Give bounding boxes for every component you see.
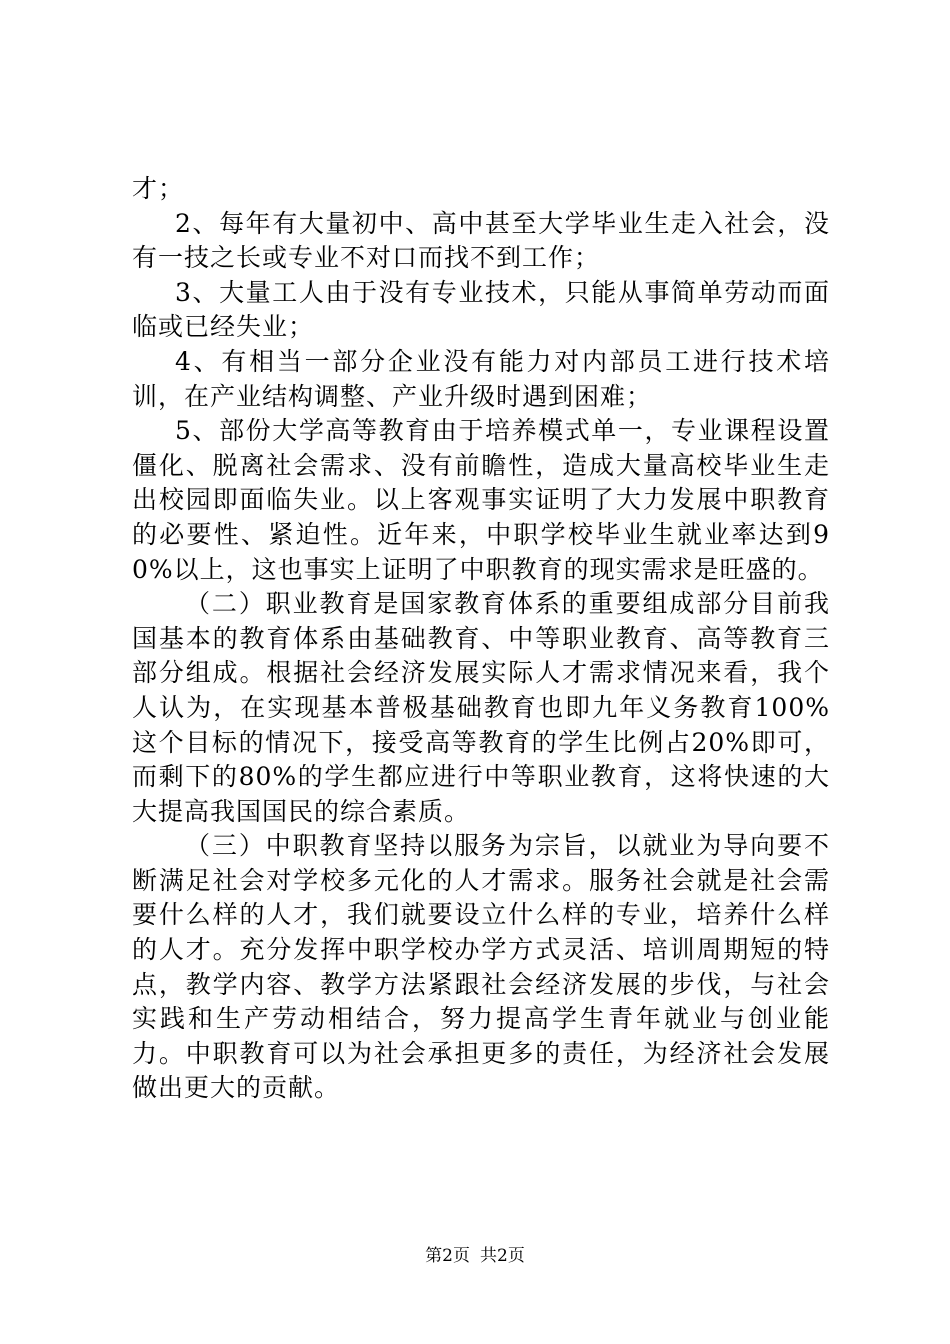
paragraph-section-2: （二）职业教育是国家教育体系的重要组成部分目前我国基本的教育体系由基础教育、中等职业教育、高等教育三部分组成。根据社会经济发展实际人才需求情况来看，我个人认为，在实现基本普极基础教育也即九年义务教育100%这个目标的情况下，接受高等教育的学生比例占20%即可，而剩下的80%的学生都应进行中等职业教育，这将快速的大大提高我国国民的综合素质。: [132, 589, 830, 826]
paragraph-item-5: 5、部份大学高等教育由于培养模式单一，专业课程设置僵化、脱离社会需求、没有前瞻性，造成大量高校毕业生走出校园即面临失业。以上客观事实证明了大力发展中职教育的必要性、紧迫性。近年来，中职学校毕业生就业率达到90%以上，这也事实上证明了中职教育的现实需求是旺盛的。: [132, 416, 830, 584]
document-body: [132, 172, 830, 1106]
paragraph-continuation: 才；: [132, 174, 185, 203]
paragraph-section-3: （三）中职教育坚持以服务为宗旨，以就业为导向要不断满足社会对学校多元化的人才需求。服务社会就是社会需要什么样的人才，我们就要设立什么样的专业，培养什么样的人才。充分发挥中职学校办学方式灵活、培训周期短的特点，教学内容、教学方法紧跟社会经济发展的步伐，与社会实践和生产劳动相结合，努力提高学生青年就业与创业能力。中职教育可以为社会承担更多的责任，为经济社会发展做出更大的贡献。: [132, 831, 830, 1103]
page-number: 第2页: [425, 1246, 470, 1266]
paragraph-item-3: 3、大量工人由于没有专业技术，只能从事简单劳动而面临或已经失业；: [132, 277, 830, 342]
page-total: 共2页: [480, 1246, 525, 1266]
page-footer: [0, 1245, 950, 1267]
paragraph-item-2: 2、每年有大量初中、高中甚至大学毕业生走入社会，没有一技之长或专业不对口而找不到工作；: [132, 208, 830, 273]
paragraph-item-4: 4、有相当一部分企业没有能力对内部员工进行技术培训，在产业结构调整、产业升级时遇到困难；: [132, 346, 830, 411]
